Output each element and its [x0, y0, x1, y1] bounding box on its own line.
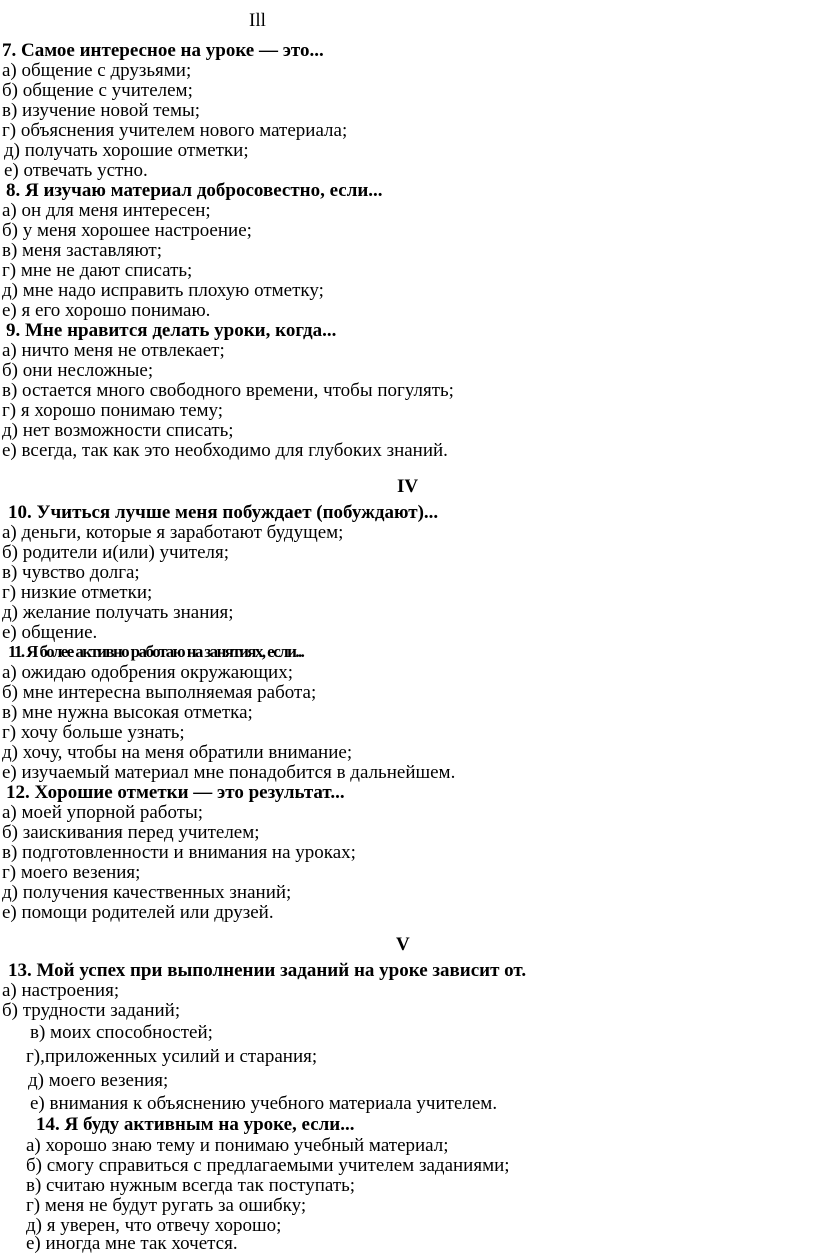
answer-option: а) он для меня интересен;: [2, 200, 211, 221]
question-title: 12. Хорошие отметки — это результат...: [6, 782, 345, 803]
answer-option: а) ожидаю одобрения окружающих;: [2, 662, 293, 683]
question-title: 11. Я более активно работаю на занятиях, если...: [8, 642, 304, 661]
answer-option: б) трудности заданий;: [2, 1000, 181, 1021]
answer-option: г) объяснения учителем нового материала;: [2, 120, 348, 141]
answer-option: д) я уверен, что отвечу хорошо;: [26, 1215, 282, 1236]
answer-option: а) общение с друзьями;: [2, 60, 192, 81]
answer-option: г) я хорошо понимаю тему;: [2, 400, 224, 421]
answer-option: г) хочу больше узнать;: [2, 722, 185, 743]
answer-option: б) заискивания перед учителем;: [2, 822, 260, 843]
answer-option: е) я его хорошо понимаю.: [2, 300, 211, 321]
answer-option: в) чувство долга;: [2, 562, 140, 583]
question-title: 7. Самое интересное на уроке — это...: [2, 40, 324, 61]
answer-option: д) нет возможности списать;: [2, 420, 234, 441]
question-title: 9. Мне нравится делать уроки, когда...: [6, 320, 337, 341]
answer-option: б) мне интересна выполняемая работа;: [2, 682, 317, 703]
answer-option: в) считаю нужным всегда так поступать;: [26, 1175, 356, 1196]
answer-option: д) моего везения;: [28, 1070, 169, 1091]
answer-option: а) настроения;: [2, 980, 120, 1001]
answer-option: в) мне нужна высокая отметка;: [2, 702, 253, 723]
answer-option: б) они несложные;: [2, 360, 154, 381]
answer-option: в) остается много свободного времени, чтобы погулять;: [2, 380, 454, 401]
answer-option: г) мне не дают списать;: [2, 260, 193, 281]
answer-option: г),приложенных усилий и старания;: [26, 1046, 318, 1067]
answer-option: е) внимания к объяснению учебного материала учителем.: [30, 1093, 498, 1114]
answer-option: е) изучаемый материал мне понадобится в дальнейшем.: [2, 762, 456, 783]
question-title: 14. Я буду активным на уроке, если...: [36, 1114, 355, 1135]
answer-option: г) меня не будут ругать за ошибку;: [26, 1195, 307, 1216]
answer-option: е) помощи родителей или друзей.: [2, 902, 274, 923]
answer-option: е) иногда мне так хочется.: [26, 1233, 238, 1254]
answer-option: б) общение с учителем;: [2, 80, 193, 101]
answer-option: б) смогу справиться с предлагаемыми учителем заданиями;: [26, 1155, 510, 1176]
answer-option: е) всегда, так как это необходимо для глубоких знаний.: [2, 440, 448, 461]
answer-option: в) подготовленности и внимания на уроках;: [2, 842, 356, 863]
answer-option: в) моих способностей;: [30, 1022, 213, 1043]
answer-option: б) у меня хорошее настроение;: [2, 220, 252, 241]
section-heading: V: [396, 934, 410, 955]
answer-option: в) изучение новой темы;: [2, 100, 201, 121]
answer-option: д) получения качественных знаний;: [2, 882, 292, 903]
answer-option: в) меня заставляют;: [2, 240, 162, 261]
answer-option: б) родители и(или) учителя;: [2, 542, 230, 563]
answer-option: е) отвечать устно.: [4, 160, 148, 181]
answer-option: г) моего везения;: [2, 862, 141, 883]
answer-option: а) моей упорной работы;: [2, 802, 204, 823]
section-heading: Ill: [249, 10, 266, 31]
answer-option: д) хочу, чтобы на меня обратили внимание;: [2, 742, 353, 763]
answer-option: д) получать хорошие отметки;: [4, 140, 249, 161]
section-heading: IV: [397, 476, 419, 497]
question-title: 13. Мой успех при выполнении заданий на уроке зависит от.: [8, 960, 527, 981]
answer-option: е) общение.: [2, 622, 98, 643]
answer-option: а) ничто меня не отвлекает;: [2, 340, 225, 361]
question-title: 8. Я изучаю материал добросовестно, если...: [6, 180, 383, 201]
question-title: 10. Учиться лучше меня побуждает (побуждают)...: [8, 502, 439, 523]
answer-option: а) хорошо знаю тему и понимаю учебный материал;: [26, 1135, 449, 1156]
answer-option: а) деньги, которые я заработают будущем;: [2, 522, 344, 543]
answer-option: д) мне надо исправить плохую отметку;: [2, 280, 324, 301]
answer-option: д) желание получать знания;: [2, 602, 234, 623]
answer-option: г) низкие отметки;: [2, 582, 153, 603]
